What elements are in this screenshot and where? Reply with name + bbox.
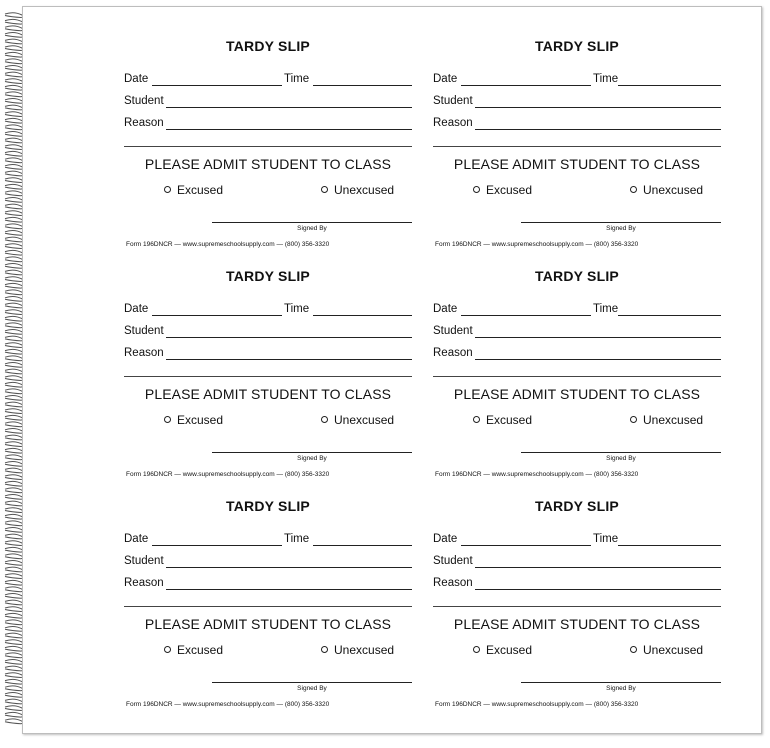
admit-instruction: PLEASE ADMIT STUDENT TO CLASS: [453, 156, 701, 172]
time-field[interactable]: [313, 545, 412, 546]
admit-instruction: PLEASE ADMIT STUDENT TO CLASS: [144, 156, 392, 172]
spiral-coil: [5, 666, 23, 671]
unexcused-label: Unexcused: [643, 643, 704, 657]
admit-instruction: PLEASE ADMIT STUDENT TO CLASS: [144, 616, 392, 632]
admit-instruction: PLEASE ADMIT STUDENT TO CLASS: [453, 386, 701, 402]
signature-field[interactable]: [212, 222, 412, 223]
unexcused-label: Unexcused: [643, 183, 704, 197]
slip-title: TARDY SLIP: [226, 268, 310, 284]
reason-label: Reason: [433, 577, 473, 589]
spiral-coil: [5, 158, 23, 163]
spiral-coil: [5, 594, 23, 599]
spiral-coil: [5, 257, 23, 262]
slip-title: TARDY SLIP: [535, 38, 619, 54]
excused-option[interactable]: [164, 183, 223, 197]
reason-label: Reason: [124, 577, 164, 589]
spiral-coil: [5, 673, 23, 678]
spiral-coil: [5, 204, 23, 209]
spiral-coil: [5, 448, 23, 453]
radio-circle-icon[interactable]: [321, 186, 328, 193]
spiral-coil: [5, 26, 23, 31]
excused-option[interactable]: [473, 183, 532, 197]
spiral-coil: [5, 607, 23, 612]
unexcused-label: Unexcused: [334, 643, 395, 657]
spiral-coil: [5, 369, 23, 374]
spiral-coil: [5, 316, 23, 321]
spiral-coil: [5, 580, 23, 585]
spiral-coil: [5, 646, 23, 651]
unexcused-label: Unexcused: [334, 183, 395, 197]
spiral-coil: [5, 429, 23, 434]
unexcused-option[interactable]: [321, 183, 394, 197]
reason-label: Reason: [433, 347, 473, 359]
date-label: Date: [433, 303, 458, 315]
student-label: Student: [124, 95, 164, 107]
signed-by-label: Signed By: [297, 685, 327, 692]
spiral-coil: [5, 237, 23, 242]
student-label: Student: [433, 95, 473, 107]
spiral-coil: [5, 118, 23, 123]
radio-circle-icon[interactable]: [164, 646, 171, 653]
spiral-coil: [5, 343, 23, 348]
date-label: Date: [433, 73, 458, 85]
divider: [124, 606, 412, 607]
excused-label: Excused: [486, 183, 533, 197]
student-field[interactable]: [475, 107, 721, 108]
student-label: Student: [433, 555, 473, 567]
signed-by-label: Signed By: [606, 685, 636, 692]
spiral-coil: [5, 356, 23, 361]
spiral-coil: [5, 699, 23, 704]
reason-field[interactable]: [166, 359, 412, 360]
spiral-coil: [5, 264, 23, 269]
divider: [433, 606, 721, 607]
spiral-coil: [5, 250, 23, 255]
student-field[interactable]: [475, 567, 721, 568]
spiral-coil: [5, 554, 23, 559]
spiral-coil: [5, 561, 23, 566]
excused-option[interactable]: [473, 643, 532, 657]
excused-label: Excused: [177, 643, 224, 657]
spiral-coil: [5, 290, 23, 295]
spiral-coil: [5, 495, 23, 500]
tardy-slip: [124, 237, 412, 478]
excused-option[interactable]: [164, 413, 223, 427]
spiral-coil: [5, 224, 23, 229]
reason-label: Reason: [433, 117, 473, 129]
spiral-coil: [5, 303, 23, 308]
spiral-coil: [5, 297, 23, 302]
spiral-coil: [5, 468, 23, 473]
reason-label: Reason: [124, 347, 164, 359]
spiral-coil: [5, 92, 23, 97]
date-label: Date: [124, 533, 149, 545]
spiral-coil: [5, 475, 23, 480]
radio-circle-icon[interactable]: [321, 416, 328, 423]
radio-circle-icon[interactable]: [321, 646, 328, 653]
date-field[interactable]: [461, 545, 591, 546]
student-label: Student: [124, 325, 164, 337]
spiral-coil: [5, 396, 23, 401]
spiral-coil: [5, 244, 23, 249]
date-label: Date: [124, 303, 149, 315]
unexcused-label: Unexcused: [643, 413, 704, 427]
tardy-slip: [124, 467, 412, 708]
spiral-coil: [5, 574, 23, 579]
radio-circle-icon[interactable]: [630, 186, 637, 193]
tardy-slip: [433, 467, 721, 708]
reason-field[interactable]: [166, 129, 412, 130]
radio-circle-icon[interactable]: [164, 186, 171, 193]
unexcused-label: Unexcused: [334, 413, 395, 427]
spiral-coil: [5, 39, 23, 44]
spiral-coil: [5, 508, 23, 513]
form-footer: Form 196DNCR — www.supremeschoolsupply.com — (800) 356-3320: [435, 241, 639, 248]
spiral-coil: [5, 389, 23, 394]
spiral-coil: [5, 415, 23, 420]
time-field[interactable]: [618, 85, 721, 86]
spiral-coil: [5, 706, 23, 711]
date-field[interactable]: [152, 315, 282, 316]
spiral-coil: [5, 178, 23, 183]
spiral-coil: [5, 442, 23, 447]
excused-label: Excused: [486, 413, 533, 427]
tardy-slip: [433, 7, 721, 248]
time-field[interactable]: [618, 315, 721, 316]
spiral-coil: [5, 422, 23, 427]
spiral-coil: [5, 514, 23, 519]
spiral-coil: [5, 217, 23, 222]
time-field[interactable]: [313, 85, 412, 86]
divider: [433, 146, 721, 147]
spiral-coil: [5, 488, 23, 493]
signed-by-label: Signed By: [606, 455, 636, 462]
spiral-coil: [5, 191, 23, 196]
radio-circle-icon[interactable]: [164, 416, 171, 423]
slip-title: TARDY SLIP: [535, 268, 619, 284]
spiral-coil: [5, 310, 23, 315]
spiral-coil: [5, 184, 23, 189]
form-footer: Form 196DNCR — www.supremeschoolsupply.com — (800) 356-3320: [435, 701, 639, 708]
radio-circle-icon[interactable]: [473, 186, 480, 193]
student-field[interactable]: [475, 337, 721, 338]
spiral-coil: [5, 521, 23, 526]
spiral-coil: [5, 363, 23, 368]
excused-option[interactable]: [164, 643, 223, 657]
student-field[interactable]: [166, 107, 412, 108]
spiral-coil: [5, 528, 23, 533]
date-field[interactable]: [461, 315, 591, 316]
spiral-coil: [5, 330, 23, 335]
spiral-coil: [5, 613, 23, 618]
date-field[interactable]: [461, 85, 591, 86]
spiral-coil: [5, 435, 23, 440]
spiral-coil: [5, 112, 23, 117]
spiral-coil: [5, 270, 23, 275]
reason-field[interactable]: [475, 129, 721, 130]
spiral-coil: [5, 534, 23, 539]
spiral-coil: [5, 85, 23, 90]
unexcused-option[interactable]: [321, 643, 394, 657]
spiral-coil: [5, 19, 23, 24]
spiral-coil: [5, 52, 23, 57]
spiral-coil: [5, 620, 23, 625]
signed-by-label: Signed By: [297, 455, 327, 462]
spiral-coil: [5, 33, 23, 38]
radio-circle-icon[interactable]: [630, 416, 637, 423]
tardy-slip-sheet: [22, 6, 762, 734]
time-label: Time: [284, 303, 310, 315]
spiral-coil: [5, 105, 23, 110]
admit-instruction: PLEASE ADMIT STUDENT TO CLASS: [453, 616, 701, 632]
time-label: Time: [284, 73, 310, 85]
unexcused-option[interactable]: [321, 413, 394, 427]
reason-field[interactable]: [475, 589, 721, 590]
spiral-coil: [5, 336, 23, 341]
reason-label: Reason: [124, 117, 164, 129]
spiral-coil: [5, 382, 23, 387]
student-label: Student: [433, 325, 473, 337]
date-field[interactable]: [152, 545, 282, 546]
spiral-coil: [5, 501, 23, 506]
divider: [124, 376, 412, 377]
student-field[interactable]: [166, 567, 412, 568]
excused-label: Excused: [177, 413, 224, 427]
time-field[interactable]: [618, 545, 721, 546]
spiral-coil: [5, 455, 23, 460]
student-label: Student: [124, 555, 164, 567]
spiral-coil: [5, 46, 23, 51]
signature-field[interactable]: [521, 682, 721, 683]
signed-by-label: Signed By: [606, 225, 636, 232]
date-label: Date: [124, 73, 149, 85]
time-label: Time: [593, 73, 619, 85]
time-field[interactable]: [313, 315, 412, 316]
signed-by-label: Signed By: [297, 225, 327, 232]
spiral-coil: [5, 462, 23, 467]
signature-field[interactable]: [521, 222, 721, 223]
spiral-coil: [5, 660, 23, 665]
spiral-coil: [5, 679, 23, 684]
form-footer: Form 196DNCR — www.supremeschoolsupply.com — (800) 356-3320: [126, 701, 330, 708]
spiral-coil: [5, 13, 23, 18]
date-field[interactable]: [152, 85, 282, 86]
excused-option[interactable]: [473, 413, 532, 427]
excused-label: Excused: [177, 183, 224, 197]
spiral-coil: [5, 376, 23, 381]
spiral-coil: [5, 151, 23, 156]
form-footer: Form 196DNCR — www.supremeschoolsupply.com — (800) 356-3320: [126, 471, 330, 478]
spiral-coil: [5, 481, 23, 486]
spiral-coil: [5, 719, 23, 724]
form-footer: Form 196DNCR — www.supremeschoolsupply.com — (800) 356-3320: [126, 241, 330, 248]
radio-circle-icon[interactable]: [473, 416, 480, 423]
spiral-coil: [5, 125, 23, 130]
spiral-coil: [5, 409, 23, 414]
unexcused-option[interactable]: [630, 183, 703, 197]
unexcused-option[interactable]: [630, 413, 703, 427]
radio-circle-icon[interactable]: [473, 646, 480, 653]
signature-field[interactable]: [212, 682, 412, 683]
spiral-coil: [5, 171, 23, 176]
time-label: Time: [284, 533, 310, 545]
spiral-coil: [5, 165, 23, 170]
slip-title: TARDY SLIP: [226, 38, 310, 54]
spiral-coil: [5, 712, 23, 717]
spiral-coil: [5, 349, 23, 354]
spiral-coil: [5, 231, 23, 236]
spiral-coil: [5, 138, 23, 143]
tardy-slip: [433, 237, 721, 478]
form-footer: Form 196DNCR — www.supremeschoolsupply.com — (800) 356-3320: [435, 471, 639, 478]
tardy-slip: [124, 7, 412, 248]
excused-label: Excused: [486, 643, 533, 657]
spiral-coil: [5, 633, 23, 638]
spiral-coil: [5, 323, 23, 328]
slip-title: TARDY SLIP: [226, 498, 310, 514]
spiral-coil: [5, 587, 23, 592]
spiral-coil: [5, 132, 23, 137]
unexcused-option[interactable]: [630, 643, 703, 657]
spiral-coil: [5, 72, 23, 77]
spiral-coil: [5, 567, 23, 572]
slip-title: TARDY SLIP: [535, 498, 619, 514]
date-label: Date: [433, 533, 458, 545]
spiral-coil: [5, 541, 23, 546]
spiral-coil: [5, 99, 23, 104]
student-field[interactable]: [166, 337, 412, 338]
spiral-coil: [5, 198, 23, 203]
spiral-coil: [5, 547, 23, 552]
spiral-coil: [5, 693, 23, 698]
spiral-coil: [5, 653, 23, 658]
spiral-coil: [5, 79, 23, 84]
spiral-coil: [5, 66, 23, 71]
spiral-coil: [5, 686, 23, 691]
spiral-coil: [5, 600, 23, 605]
reason-field[interactable]: [475, 359, 721, 360]
time-label: Time: [593, 303, 619, 315]
divider: [433, 376, 721, 377]
admit-instruction: PLEASE ADMIT STUDENT TO CLASS: [144, 386, 392, 402]
spiral-coil: [5, 59, 23, 64]
spiral-coil: [5, 211, 23, 216]
spiral-coil: [5, 627, 23, 632]
time-label: Time: [593, 533, 619, 545]
spiral-coil: [5, 402, 23, 407]
reason-field[interactable]: [166, 589, 412, 590]
signature-field[interactable]: [212, 452, 412, 453]
spiral-coil: [5, 283, 23, 288]
divider: [124, 146, 412, 147]
spiral-coil: [5, 640, 23, 645]
radio-circle-icon[interactable]: [630, 646, 637, 653]
spiral-coil: [5, 145, 23, 150]
spiral-coil: [5, 277, 23, 282]
signature-field[interactable]: [521, 452, 721, 453]
